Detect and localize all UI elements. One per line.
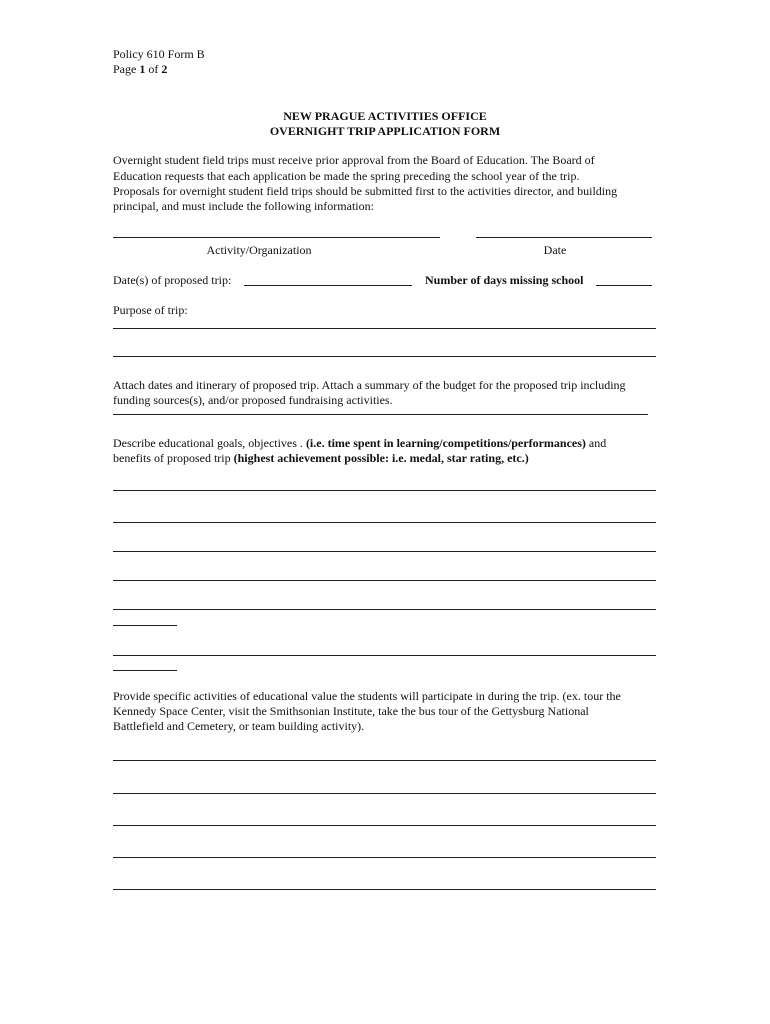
intro-line: Proposals for overnight student field trips should be submitted first to the activities director, and building — [113, 184, 618, 198]
activities-field-line[interactable] — [113, 889, 656, 890]
page-current: 1 — [139, 62, 146, 76]
attach-line: funding sources(s), and/or proposed fundraising activities. — [113, 393, 393, 407]
days-missing-label: Number of days missing school — [425, 273, 584, 287]
purpose-label: Purpose of trip: — [113, 303, 188, 317]
activity-organization-label: Activity/Organization — [206, 243, 312, 257]
days-missing-field[interactable] — [596, 285, 652, 286]
activities-field-line[interactable] — [113, 825, 656, 826]
goals-line1 — [113, 436, 606, 451]
activities-line: Kennedy Space Center, visit the Smithsonian Institute, take the bus tour of the Gettysburg National — [113, 704, 589, 718]
goals-line2 — [113, 451, 529, 466]
goals-line-short[interactable] — [113, 625, 177, 626]
activities-line: Battlefield and Cemetery, or team building activity). — [113, 719, 365, 733]
activities-field-line[interactable] — [113, 793, 656, 794]
goals-line[interactable] — [113, 655, 656, 656]
page-total: 2 — [161, 62, 168, 76]
activities-line: Provide specific activities of educational value the students will participate in during the trip. (ex. tour the — [113, 689, 621, 703]
activities-field-line[interactable] — [113, 857, 656, 858]
dates-proposed-label: Date(s) of proposed trip: — [113, 273, 232, 287]
policy-label: Policy 610 Form B — [113, 47, 205, 61]
purpose-line[interactable] — [113, 356, 656, 357]
activity-organization-field[interactable] — [113, 237, 440, 238]
goals-line[interactable] — [113, 551, 656, 552]
goals-tail: and — [585, 436, 607, 450]
attach-line: Attach dates and itinerary of proposed trip. Attach a summary of the budget for the proposed trip including — [113, 378, 626, 392]
page-prefix: Page — [113, 62, 140, 76]
goals-line-short[interactable] — [113, 670, 177, 671]
form-title-line1: NEW PRAGUE ACTIVITIES OFFICE — [283, 109, 487, 123]
goals-line[interactable] — [113, 580, 656, 581]
page-of: of — [145, 62, 162, 76]
goals-line[interactable] — [113, 522, 656, 523]
intro-line: principal, and must include the following information: — [113, 199, 374, 213]
form-title-line2: OVERNIGHT TRIP APPLICATION FORM — [269, 124, 501, 138]
goals-line[interactable] — [113, 490, 656, 491]
goals-line[interactable] — [113, 609, 656, 610]
date-label: Date — [543, 243, 567, 257]
dates-proposed-field[interactable] — [244, 285, 412, 286]
purpose-line[interactable] — [113, 328, 656, 329]
date-field[interactable] — [476, 237, 652, 238]
intro-line: Education requests that each application be made the spring preceding the school year of the trip. — [113, 169, 580, 183]
activities-field-line[interactable] — [113, 760, 656, 761]
goals-text: benefits of proposed trip — [113, 451, 234, 465]
intro-line: Overnight student field trips must receive prior approval from the Board of Education. The Board of — [113, 153, 595, 167]
goals-emphasis: (i.e. time spent in learning/competitions/performances) — [305, 436, 586, 450]
attach-line-field[interactable] — [113, 414, 648, 415]
page-number — [113, 62, 167, 77]
goals-text: Describe educational goals, objectives . — [113, 436, 306, 450]
goals-emphasis: (highest achievement possible: i.e. medal, star rating, etc.) — [233, 451, 529, 465]
